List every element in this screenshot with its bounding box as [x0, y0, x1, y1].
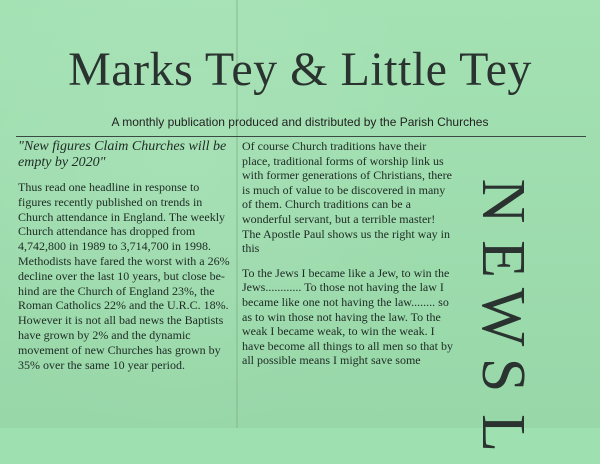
article-headline: "New figures Claim Churches will be empty by 2020"	[18, 139, 227, 170]
side-banner	[469, 172, 542, 462]
middle-paragraph-1: Of course Church traditions have their place, traditional forms of worship link us with former generations of Christians, there is much of value to be discovered in many of them. Church traditions can be a wonderful servant, but a terrible master! The Apostle Paul shows us the right way in this	[242, 139, 452, 256]
side-banner-letter: N	[469, 178, 537, 224]
side-banner-letter: W	[469, 287, 537, 347]
masthead-rule	[16, 136, 586, 137]
side-banner-letter: S	[469, 357, 537, 393]
left-column	[18, 139, 232, 372]
side-banner-letter: E	[469, 240, 537, 278]
masthead-subtitle: A monthly publication produced and distributed by the Parish Churches	[111, 115, 489, 129]
masthead-title: Marks Tey & Little Tey	[68, 43, 532, 96]
paragraph-gap	[242, 256, 454, 266]
side-banner-letter: L	[469, 414, 537, 452]
middle-paragraph-2: To the Jews I became like a Jew, to win the Jews............ To those not having the law I became like one not having the law........ so as to win those not having the law. To the weak I became weak, to win the weak. I have become all things to all men so that by all possible means I might save some	[242, 265, 453, 368]
article-body: Thus read one headline in response to figures recently published on trends in Church attendance in England. The weekly Church attendance has dropped from 4,742,800 in 1989 to 3,714,700 in 1998. Methodists have fared the worst with a 26% decline over the last 10 years, but close be-hind are the Church of England 23%, the Roman Catholics 22% and the U.R.C. 18%. However it is not all bad news the Baptists have grown by 2% and the dynamic movement of new Churches has grown by 35% over the same 10 year period.	[18, 180, 230, 372]
middle-column	[242, 139, 454, 368]
